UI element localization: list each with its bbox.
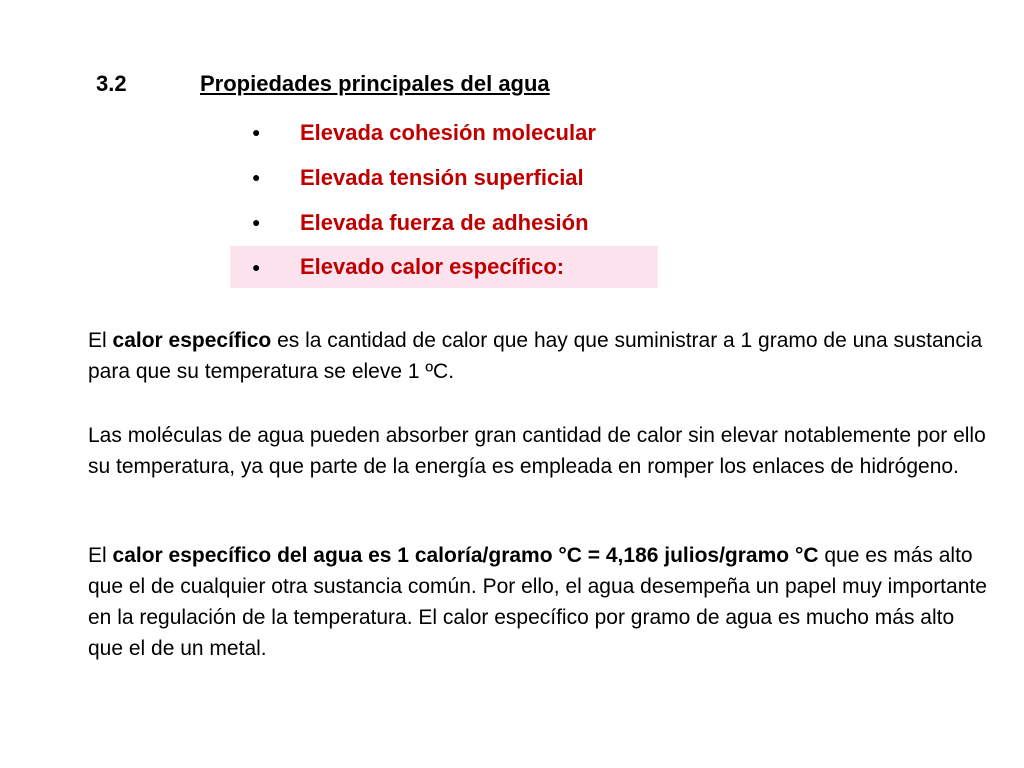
bullet-icon: ● <box>252 124 261 140</box>
bullet-icon: ● <box>252 259 261 275</box>
paragraph-emphasis: calor específico del agua es 1 caloría/gramo °C = 4,186 julios/gramo °C <box>112 544 819 567</box>
properties-list <box>230 110 658 288</box>
paragraph-text: El <box>88 544 113 567</box>
water-specific-heat-paragraph <box>88 540 988 664</box>
paragraph-text: El <box>88 329 113 352</box>
paragraph-emphasis: calor específico <box>112 329 272 352</box>
bullet-icon: ● <box>252 214 261 230</box>
section-title: Propiedades principales del agua <box>200 71 550 96</box>
list-item-label: Elevada tensión superficial <box>300 165 584 190</box>
paragraph-text: que es más alto que el de cualquier otra sustancia común. Por ello, el agua desempeña un papel muy importante en la regulación de la temperatura. El calor específico por gramo de agua es mucho más alto que el de un metal. <box>88 544 987 660</box>
explanation-paragraph <box>88 420 988 482</box>
list-item <box>230 110 658 155</box>
list-item <box>230 200 658 245</box>
list-item-label: Elevada fuerza de adhesión <box>300 210 589 235</box>
paragraph-text: es la cantidad de calor que hay que suministrar a 1 gramo de una sustancia para que su temperatura se eleve 1 ºC. <box>88 329 983 383</box>
bullet-icon: ● <box>252 169 261 185</box>
definition-paragraph <box>88 325 988 387</box>
section-number: 3.2 <box>96 71 127 96</box>
paragraph-text: Las moléculas de agua pueden absorber gran cantidad de calor sin elevar notablemente por ello su temperatura, ya que parte de la energía es empleada en romper los enlaces de hidrógeno. <box>88 424 986 478</box>
list-item-highlighted <box>230 246 658 288</box>
list-item-label: Elevada cohesión molecular <box>300 120 596 145</box>
section-heading <box>96 66 656 102</box>
list-item-label: Elevado calor específico: <box>300 254 565 279</box>
list-item <box>230 155 658 200</box>
